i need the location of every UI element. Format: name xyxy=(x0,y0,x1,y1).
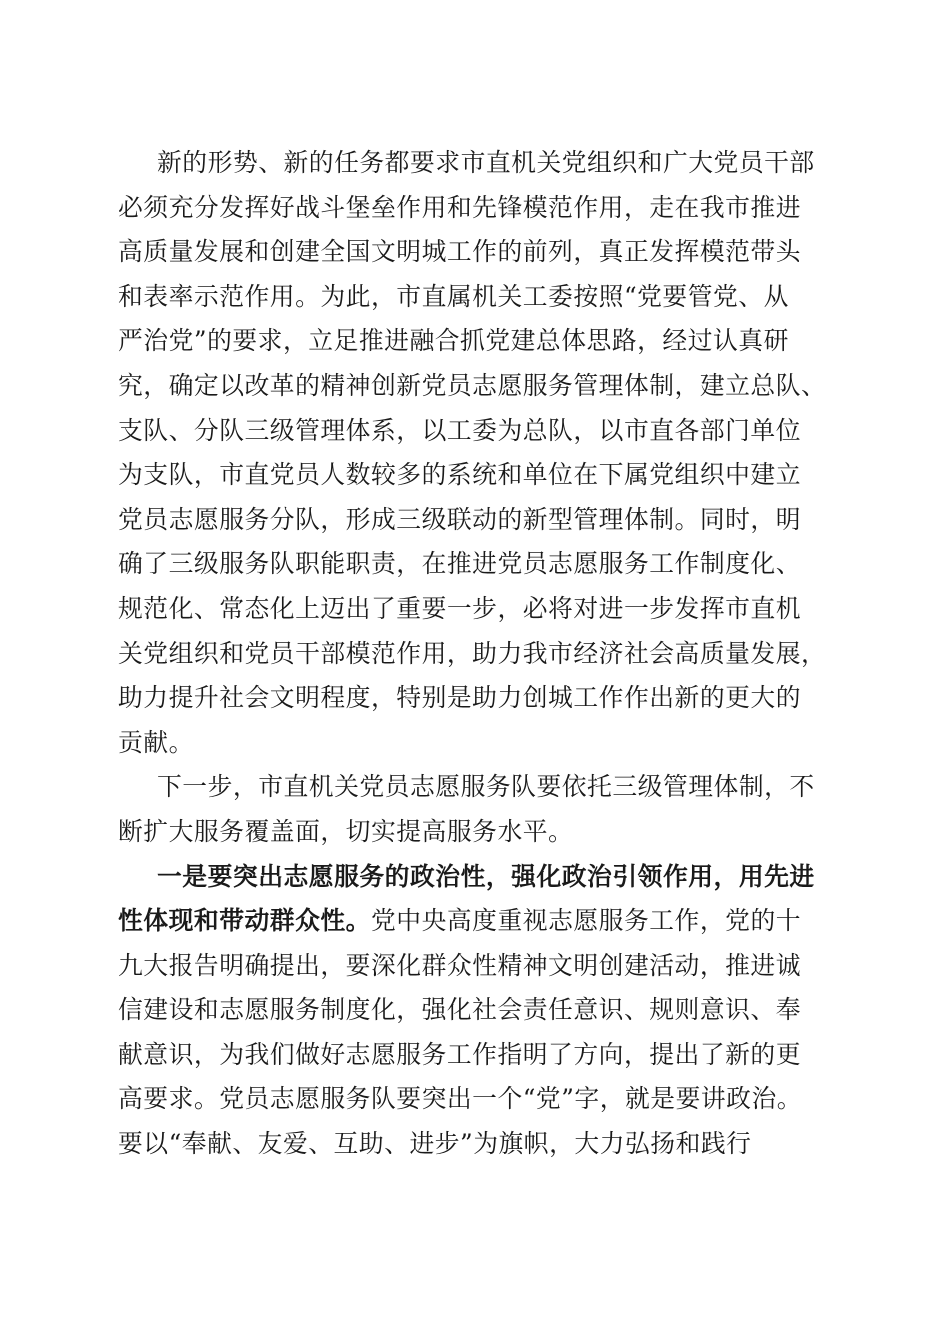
paragraph-1-line: 新的形势、新的任务都要求市直机关党组织和广大党员干部 xyxy=(157,148,815,177)
paragraph-3-mixed-line xyxy=(118,899,838,944)
paragraph-1-line: 助力提升社会文明程度，特别是助力创城工作作出新的更大的 xyxy=(118,683,802,713)
paragraph-3-line: 献意识，为我们做好志愿服务工作指明了方向，提出了新的更 xyxy=(118,1039,802,1069)
paragraph-1-line: 关党组织和党员干部模范作用，助力我市经济社会高质量发展， xyxy=(118,638,827,668)
paragraph-1-line: 严治党”的要求，立足推进融合抓党建总体思路，经过认真研 xyxy=(118,326,789,356)
document-body xyxy=(118,141,838,1167)
paragraph-3-line: 九大报告明确提出，要深化群众性精神文明创建活动，推进诚 xyxy=(118,950,802,980)
paragraph-3-line-rest: 党中央高度重视志愿服务工作，党的十 xyxy=(370,906,802,936)
paragraph-3-line: 要以“奉献、友爱、互助、进步”为旗帜，大力弘扬和践行 xyxy=(118,1129,752,1159)
paragraph-1-line: 贡献。 xyxy=(118,727,194,757)
paragraph-1-line: 究，确定以改革的精神创新党员志愿服务管理体制，建立总队、 xyxy=(118,370,827,400)
paragraph-1-line: 支队、分队三级管理体系，以工委为总队，以市直各部门单位 xyxy=(118,415,802,445)
paragraph-3-line: 信建设和志愿服务制度化，强化社会责任意识、规则意识、奉 xyxy=(118,995,802,1025)
paragraph-2-line: 下一步，市直机关党员志愿服务队要依托三级管理体制，不 xyxy=(157,772,815,802)
paragraph-3-line: 高要求。党员志愿服务队要突出一个“党”字，就是要讲政治。 xyxy=(118,1084,803,1114)
paragraph-1-line: 规范化、常态化上迈出了重要一步，必将对进一步发挥市直机 xyxy=(118,593,802,623)
paragraph-3-heading-line: 一是要突出志愿服务的政治性，强化政治引领作用，用先进 xyxy=(157,861,815,891)
paragraph-2-line: 断扩大服务覆盖面，切实提高服务水平。 xyxy=(118,816,574,846)
paragraph-1-line: 党员志愿服务分队，形成三级联动的新型管理体制。同时，明 xyxy=(118,504,802,534)
paragraph-1-line: 必须充分发挥好战斗堡垒作用和先锋模范作用，走在我市推进 xyxy=(118,192,802,222)
paragraph-1-line: 高质量发展和创建全国文明城工作的前列，真正发挥模范带头 xyxy=(118,237,802,267)
paragraph-1-line: 为支队，市直党员人数较多的系统和单位在下属党组织中建立 xyxy=(118,460,802,490)
paragraph-3-heading-end: 性体现和带动群众性。 xyxy=(118,906,371,936)
paragraph-1-line: 和表率示范作用。为此，市直属机关工委按照“党要管党、从 xyxy=(118,281,789,311)
paragraph-1-line: 确了三级服务队职能职责，在推进党员志愿服务工作制度化、 xyxy=(118,549,802,579)
